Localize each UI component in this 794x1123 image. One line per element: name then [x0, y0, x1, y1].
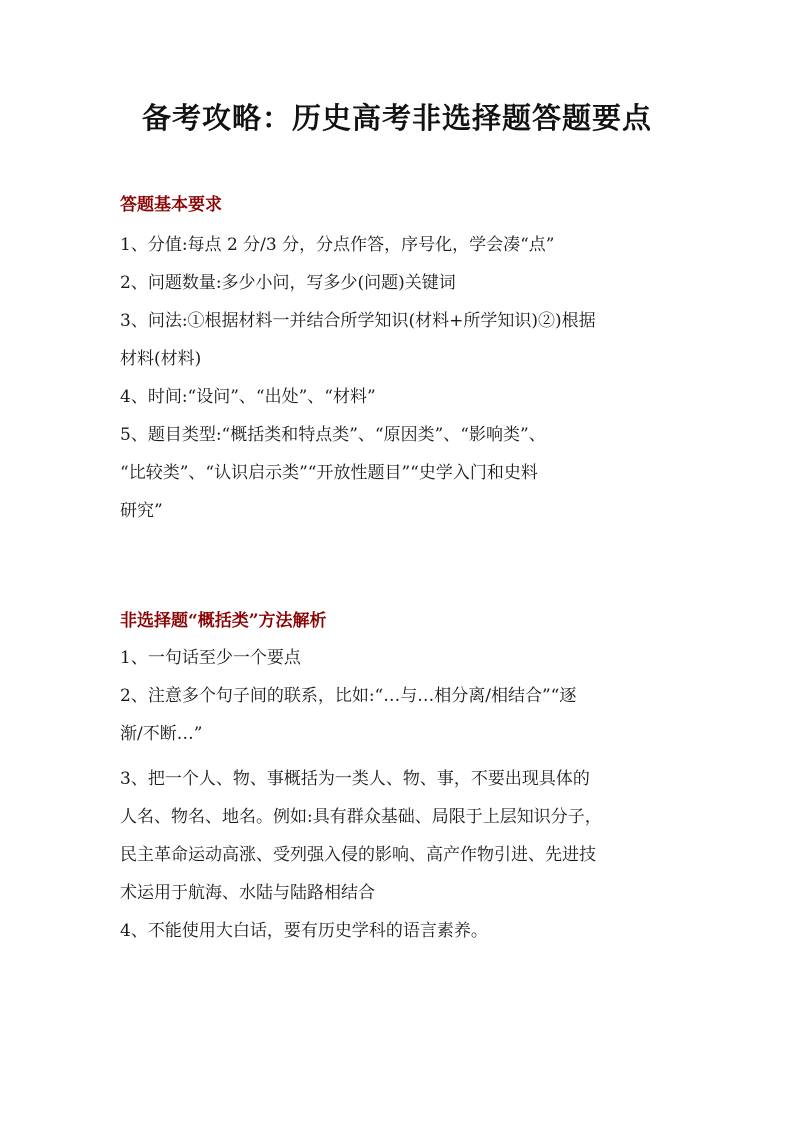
paragraph-line: 民主革命运动高涨、受列强入侵的影响、高产作物引进、先进技: [120, 845, 596, 865]
paragraph-line: 5、题目类型:“概括类和特点类”、“原因类”、“影响类”、: [120, 425, 546, 445]
paragraph-line: 4、时间:“设问”、“出处”、“材料”: [120, 387, 376, 407]
section-heading-summary-method: 非选择题“概括类”方法解析: [120, 611, 327, 631]
paragraph-line: “比较类”、“认识启示类”“开放性题目”“史学入门和史料: [120, 463, 538, 483]
section-heading-basic-requirements: 答题基本要求: [120, 195, 222, 215]
paragraph-line: 材料(材料): [120, 349, 202, 369]
paragraph-line: 1、一句话至少一个要点: [120, 648, 301, 668]
paragraph-line: 术运用于航海、水陆与陆路相结合: [120, 883, 375, 903]
paragraph-line: 1、分值:每点 2 分/3 分，分点作答，序号化，学会凑“点”: [120, 235, 555, 255]
document-title: 备考攻略：历史高考非选择题答题要点: [141, 101, 652, 135]
paragraph-line: 3、把一个人、物、事概括为一类人、物、事，不要出现具体的: [120, 769, 590, 789]
paragraph-line: 4、不能使用大白话，要有历史学科的语言素养。: [120, 921, 488, 941]
paragraph-line: 2、注意多个句子间的联系，比如:“…与…相分离/相结合”“逐: [120, 686, 577, 706]
paragraph-line: 渐/不断…”: [120, 724, 203, 744]
paragraph-line: 2、问题数量:多少小问，写多少(问题)关键词: [120, 273, 456, 293]
paragraph-line: 3、问法:①根据材料一并结合所学知识(材料+所学知识)②)根据: [120, 311, 596, 331]
paragraph-line: 人名、物名、地名。例如:具有群众基础、局限于上层知识分子，: [120, 807, 602, 827]
paragraph-line: 研究”: [120, 501, 163, 521]
